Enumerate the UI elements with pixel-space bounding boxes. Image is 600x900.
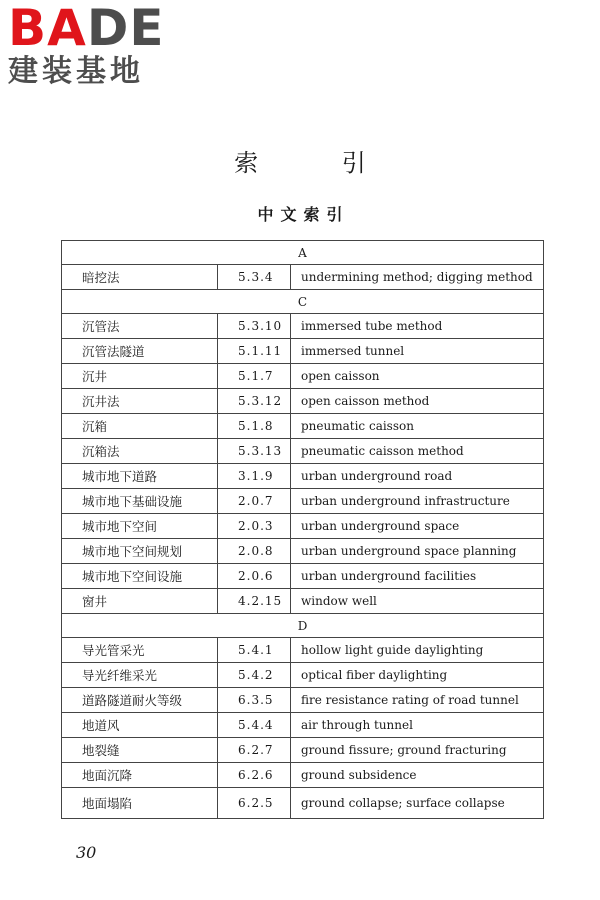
clause-number: 6.2.5	[218, 788, 291, 819]
term-chinese: 城市地下空间	[62, 514, 218, 539]
term-english: immersed tube method	[291, 314, 544, 339]
index-entry-row	[62, 265, 544, 290]
section-title: 中文索引	[257, 205, 350, 224]
clause-number: 5.1.11	[218, 339, 291, 364]
clause-number: 5.4.1	[218, 638, 291, 663]
term-chinese: 地面沉降	[62, 763, 218, 788]
index-table	[61, 240, 544, 819]
term-chinese: 道路隧道耐火等级	[62, 688, 218, 713]
index-entry-row	[62, 713, 544, 738]
term-english: open caisson	[291, 364, 544, 389]
index-entry-row	[62, 738, 544, 763]
clause-number: 6.2.6	[218, 763, 291, 788]
index-entry-row	[62, 514, 544, 539]
term-english: optical fiber daylighting	[291, 663, 544, 688]
clause-number: 2.0.3	[218, 514, 291, 539]
index-entry-row	[62, 364, 544, 389]
clause-number: 5.4.4	[218, 713, 291, 738]
index-entry-row	[62, 389, 544, 414]
index-entry-row	[62, 589, 544, 614]
clause-number: 6.3.5	[218, 688, 291, 713]
term-english: pneumatic caisson method	[291, 439, 544, 464]
letter-group-row	[62, 241, 544, 265]
clause-number: 5.3.13	[218, 439, 291, 464]
logo-wordmark-rest: DE	[86, 0, 165, 57]
logo-wordmark	[8, 0, 165, 57]
term-chinese: 城市地下道路	[62, 464, 218, 489]
bade-logo	[8, 2, 164, 88]
term-chinese: 地道风	[62, 713, 218, 738]
index-table-body	[62, 241, 544, 819]
term-chinese: 地裂缝	[62, 738, 218, 763]
clause-number: 3.1.9	[218, 464, 291, 489]
group-letter: A	[62, 241, 544, 265]
clause-number: 5.3.4	[218, 265, 291, 290]
term-english: urban underground facilities	[291, 564, 544, 589]
index-entry-row	[62, 788, 544, 819]
clause-number: 5.1.8	[218, 414, 291, 439]
term-english: ground subsidence	[291, 763, 544, 788]
term-english: urban underground space	[291, 514, 544, 539]
page-number: 30	[76, 843, 97, 862]
index-entry-row	[62, 564, 544, 589]
term-english: hollow light guide daylighting	[291, 638, 544, 663]
term-english: ground fissure; ground fracturing	[291, 738, 544, 763]
term-chinese: 城市地下基础设施	[62, 489, 218, 514]
term-chinese: 城市地下空间规划	[62, 539, 218, 564]
index-entry-row	[62, 464, 544, 489]
term-chinese: 沉管法隧道	[62, 339, 218, 364]
term-english: urban underground space planning	[291, 539, 544, 564]
index-entry-row	[62, 638, 544, 663]
logo-wordmark-red: BA	[8, 0, 87, 57]
clause-number: 5.3.10	[218, 314, 291, 339]
clause-number: 4.2.15	[218, 589, 291, 614]
term-english: ground collapse; surface collapse	[291, 788, 544, 819]
group-letter: C	[62, 290, 544, 314]
term-english: urban underground infrastructure	[291, 489, 544, 514]
index-entry-row	[62, 663, 544, 688]
logo-subtitle: 建装基地	[8, 54, 144, 89]
index-entry-row	[62, 314, 544, 339]
term-english: pneumatic caisson	[291, 414, 544, 439]
term-english: air through tunnel	[291, 713, 544, 738]
term-english: window well	[291, 589, 544, 614]
index-entry-row	[62, 489, 544, 514]
term-english: open caisson method	[291, 389, 544, 414]
term-chinese: 沉箱法	[62, 439, 218, 464]
index-entry-row	[62, 763, 544, 788]
clause-number: 5.4.2	[218, 663, 291, 688]
letter-group-row	[62, 290, 544, 314]
term-chinese: 沉箱	[62, 414, 218, 439]
term-chinese: 沉管法	[62, 314, 218, 339]
term-english: fire resistance rating of road tunnel	[291, 688, 544, 713]
term-chinese: 地面塌陷	[62, 788, 218, 819]
page-title: 索 引	[234, 149, 404, 177]
term-english: immersed tunnel	[291, 339, 544, 364]
term-english: undermining method; digging method	[291, 265, 544, 290]
index-entry-row	[62, 414, 544, 439]
clause-number: 5.1.7	[218, 364, 291, 389]
term-chinese: 导光管采光	[62, 638, 218, 663]
term-chinese: 沉井	[62, 364, 218, 389]
index-entry-row	[62, 539, 544, 564]
clause-number: 6.2.7	[218, 738, 291, 763]
index-entry-row	[62, 439, 544, 464]
index-entry-row	[62, 339, 544, 364]
term-chinese: 窗井	[62, 589, 218, 614]
term-chinese: 城市地下空间设施	[62, 564, 218, 589]
term-chinese: 沉井法	[62, 389, 218, 414]
clause-number: 5.3.12	[218, 389, 291, 414]
term-chinese: 暗挖法	[62, 265, 218, 290]
index-entry-row	[62, 688, 544, 713]
group-letter: D	[62, 614, 544, 638]
term-chinese: 导光纤维采光	[62, 663, 218, 688]
clause-number: 2.0.8	[218, 539, 291, 564]
letter-group-row	[62, 614, 544, 638]
term-english: urban underground road	[291, 464, 544, 489]
clause-number: 2.0.7	[218, 489, 291, 514]
clause-number: 2.0.6	[218, 564, 291, 589]
